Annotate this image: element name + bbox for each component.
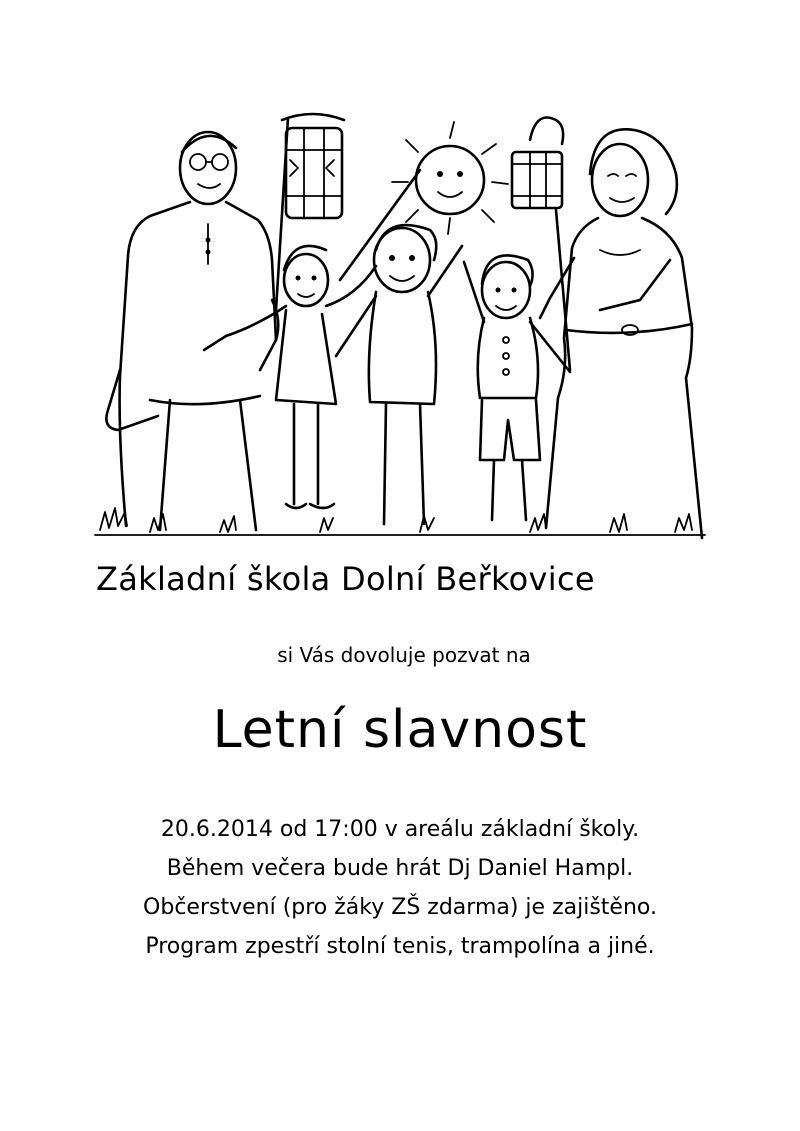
- woman-figure: [540, 129, 702, 538]
- girl-figure: [204, 246, 376, 508]
- school-name: Základní škola Dolní Beřkovice: [96, 560, 595, 598]
- cylinder-lantern: [276, 114, 344, 310]
- detail-date-place: 20.6.2014 od 17:00 v areálu základní školy.: [160, 817, 640, 842]
- sun-lantern: [340, 122, 508, 280]
- box-lantern: [512, 118, 570, 371]
- boy-figure: [336, 225, 462, 524]
- event-title: Letní slavnost: [212, 700, 588, 760]
- detail-music: Během večera bude hrát Dj Daniel Hampl.: [166, 856, 634, 881]
- family-lantern-parade-illustration: [90, 100, 710, 540]
- detail-program: Program zpestří stolní tenis, trampolína a jiné.: [145, 934, 655, 959]
- detail-refreshments: Občerstvení (pro žáky ZŠ zdarma) je zajištěno.: [143, 895, 657, 920]
- event-details: [0, 810, 800, 966]
- lantern-parade-drawing: [90, 100, 710, 540]
- invite-line: si Vás dovoluje pozvat na: [277, 643, 531, 667]
- man-figure: [106, 132, 278, 530]
- small-boy-figure: [464, 255, 570, 520]
